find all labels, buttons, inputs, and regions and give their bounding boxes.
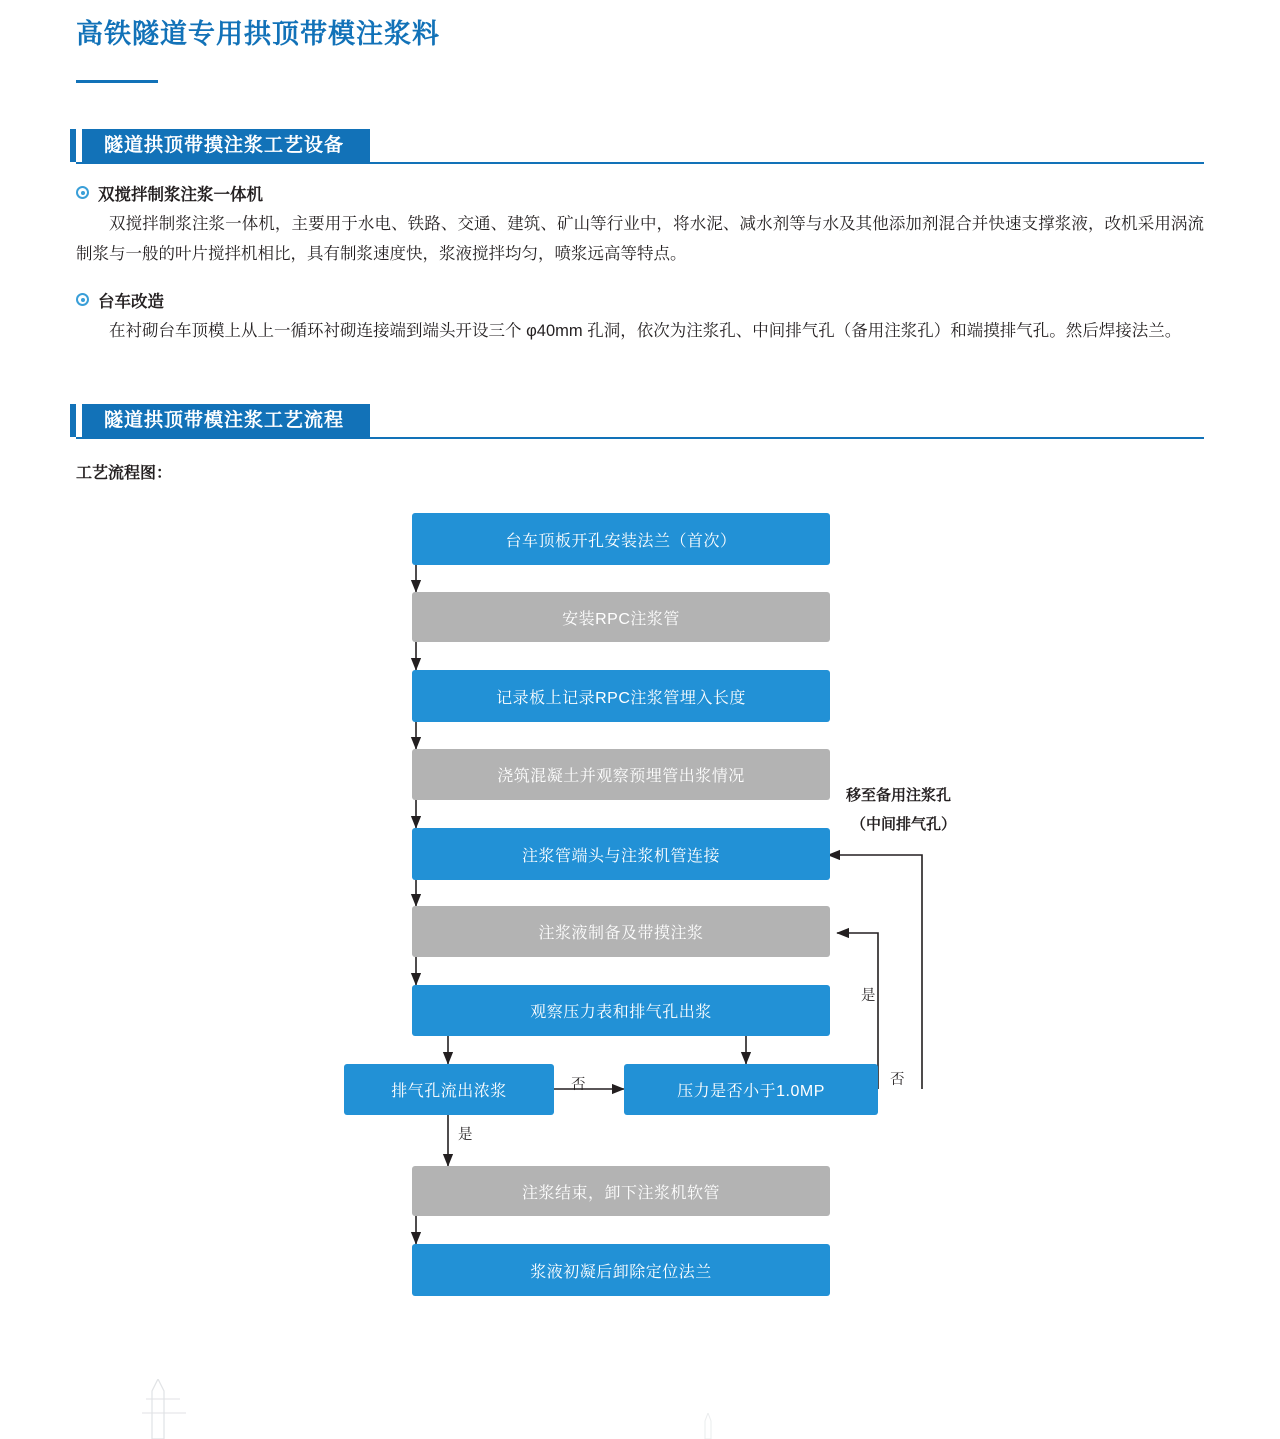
title-underline — [76, 80, 158, 83]
section-header-equipment — [76, 129, 1204, 163]
bullet-label-2: 台车改造 — [98, 292, 164, 311]
flow-node-n10: 注浆结束，卸下注浆机软管 — [412, 1166, 830, 1216]
edge-label-no-loop: 否 — [890, 1072, 905, 1089]
paragraph-2: 在衬砌台车顶模上从上一循环衬砌连接端到端头开设三个 φ40mm 孔洞，依次为注浆孔、中间排气孔（备用注浆孔）和端摸排气孔。然后焊接法兰。 — [109, 321, 1182, 340]
watermark-building-icon — [128, 1379, 198, 1439]
watermark-tower-icon — [700, 1413, 716, 1439]
flow-node-n8: 排气孔流出浓浆 — [344, 1064, 554, 1115]
flow-node-n6: 注浆液制备及带摸注浆 — [412, 906, 830, 957]
flowchart-caption: 工艺流程图： — [76, 465, 173, 483]
edge-label-no-to-pressure: 否 — [571, 1077, 586, 1094]
side-note-line-1: 移至备用注浆孔 — [846, 787, 952, 805]
bullet-label-1: 双搅拌制浆注浆一体机 — [98, 185, 263, 204]
edge-label-yes-loop: 是 — [861, 988, 876, 1005]
section-rule — [76, 437, 1204, 439]
flow-node-n5: 注浆管端头与注浆机管连接 — [412, 828, 830, 880]
flow-node-n1: 台车顶板开孔安装法兰（首次） — [412, 513, 830, 565]
flow-node-n7: 观察压力表和排气孔出浆 — [412, 985, 830, 1036]
flow-node-n11: 浆液初凝后卸除定位法兰 — [412, 1244, 830, 1296]
section-tab-notch — [421, 129, 431, 162]
page-title: 高铁隧道专用拱顶带模注浆料 — [76, 19, 440, 49]
side-note-line-2: （中间排气孔） — [851, 816, 957, 834]
flow-node-n4: 浇筑混凝土并观察预埋管出浆情况 — [412, 749, 830, 800]
flow-node-n2: 安装RPC注浆管 — [412, 592, 830, 642]
section-rule — [76, 162, 1204, 164]
section-title-equipment: 隧道拱顶带摸注浆工艺设备 — [76, 129, 370, 162]
section-title-process: 隧道拱顶带模注浆工艺流程 — [76, 404, 370, 437]
flow-node-n9-decision: 压力是否小于1.0MP — [624, 1064, 878, 1115]
flowchart — [76, 501, 1204, 1301]
bullet-item-2 — [76, 288, 1204, 312]
flow-node-n3: 记录板上记录RPC注浆管埋入长度 — [412, 670, 830, 722]
circle-bullet-icon — [76, 186, 89, 199]
section-tab-notch — [421, 404, 431, 437]
section-header-process — [76, 404, 1204, 438]
paragraph-1: 双搅拌制浆注浆一体机，主要用于水电、铁路、交通、建筑、矿山等行业中，将水泥、减水剂等与水及其他添加剂混合并快速支撑浆液，改机采用涡流制浆与一般的叶片搅拌机相比，具有制浆速度快，浆液搅拌均匀，喷浆远高等特点。 — [76, 214, 1204, 264]
edge-label-yes-finish: 是 — [458, 1127, 473, 1144]
bullet-item-1 — [76, 181, 1204, 205]
circle-bullet-icon — [76, 293, 89, 306]
